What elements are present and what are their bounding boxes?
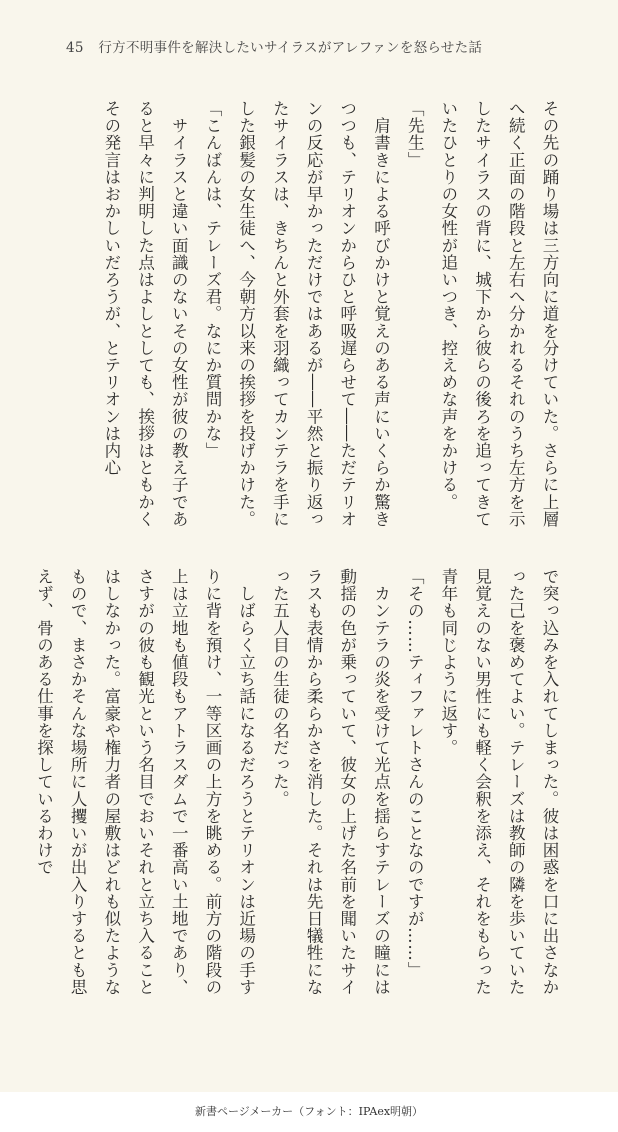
text-column-top [56,100,566,530]
dialogue-line: 「こんばんは、テレーズ君。なにか質問かな」 [202,100,222,460]
text-column-bottom [34,568,566,1008]
paragraph: サイラスと違い面識のないその女性が彼の教え子であると早々に判明した点はよしとしても、挨拶はともかくその発言はおかしいだろうが、とテリオンは内心 [101,100,189,528]
paragraph: で突っ込みを入れてしまった。彼は困惑を口に出さなかった己を褒めてよい。テレーズは教師の隣を歩いていた見覚えのない男性にも軽く会釈を添え、それをもらった青年も同じように返す。 [438,568,559,996]
dialogue-line: 「その……ティファレトさんのことなのですが……」 [405,568,425,979]
chapter-title: 行方不明事件を解決したいサイラスがアレファンを怒らせた話 [98,40,483,56]
footer-credit: 新書ページメーカー（フォント：IPAex明朝） [0,1092,618,1132]
page-number: 45 [66,40,84,56]
paragraph: 肩書きによる呼びかけと覚えのある声にいくらか驚きつつも、テリオンからひと呼吸遅らせて――ただテリオンの反応が早かっただけではあるが――平然と振り返ったサイラスは、きちんと外套を羽織ってカンテラを手にした銀髪の女生徒へ、今朝方以来の挨拶を投げかけた。 [236,100,391,528]
running-header [66,36,482,56]
dialogue-line: 「先生」 [405,100,425,169]
paragraph: しばらく立ち話になるだろうとテリオンは近場の手すりに背を預け、一等区画の上方を眺める。前方の階段の上は立地も値段もアトラスダムで一番高い土地であり、さすがの彼も観光という名目でおいそれと立ち入ることはしなかった。富豪や権力者の屋敷はどれも似たようなもので、まさかそんな場所に人攫いが出入りするとも思えず、骨のある仕事を探しているわけで [34,568,256,996]
paragraph: カンテラの炎を受けて光点を揺らすテレーズの瞳には動揺の色が乗っていて、彼女の上げた名前を聞いたサイラスも表情から柔らかさを消した。それは先日犠牲になった五人目の生徒の名だった。 [270,568,391,996]
paragraph: その先の踊り場は三方向に道を分けていた。さらに上層へ続く正面の階段と左右へ分かれるそれのうち左方を示したサイラスの背に、城下から彼らの後ろを追ってきていたひとりの女性が追いつき、控えめな声をかける。 [438,100,559,528]
